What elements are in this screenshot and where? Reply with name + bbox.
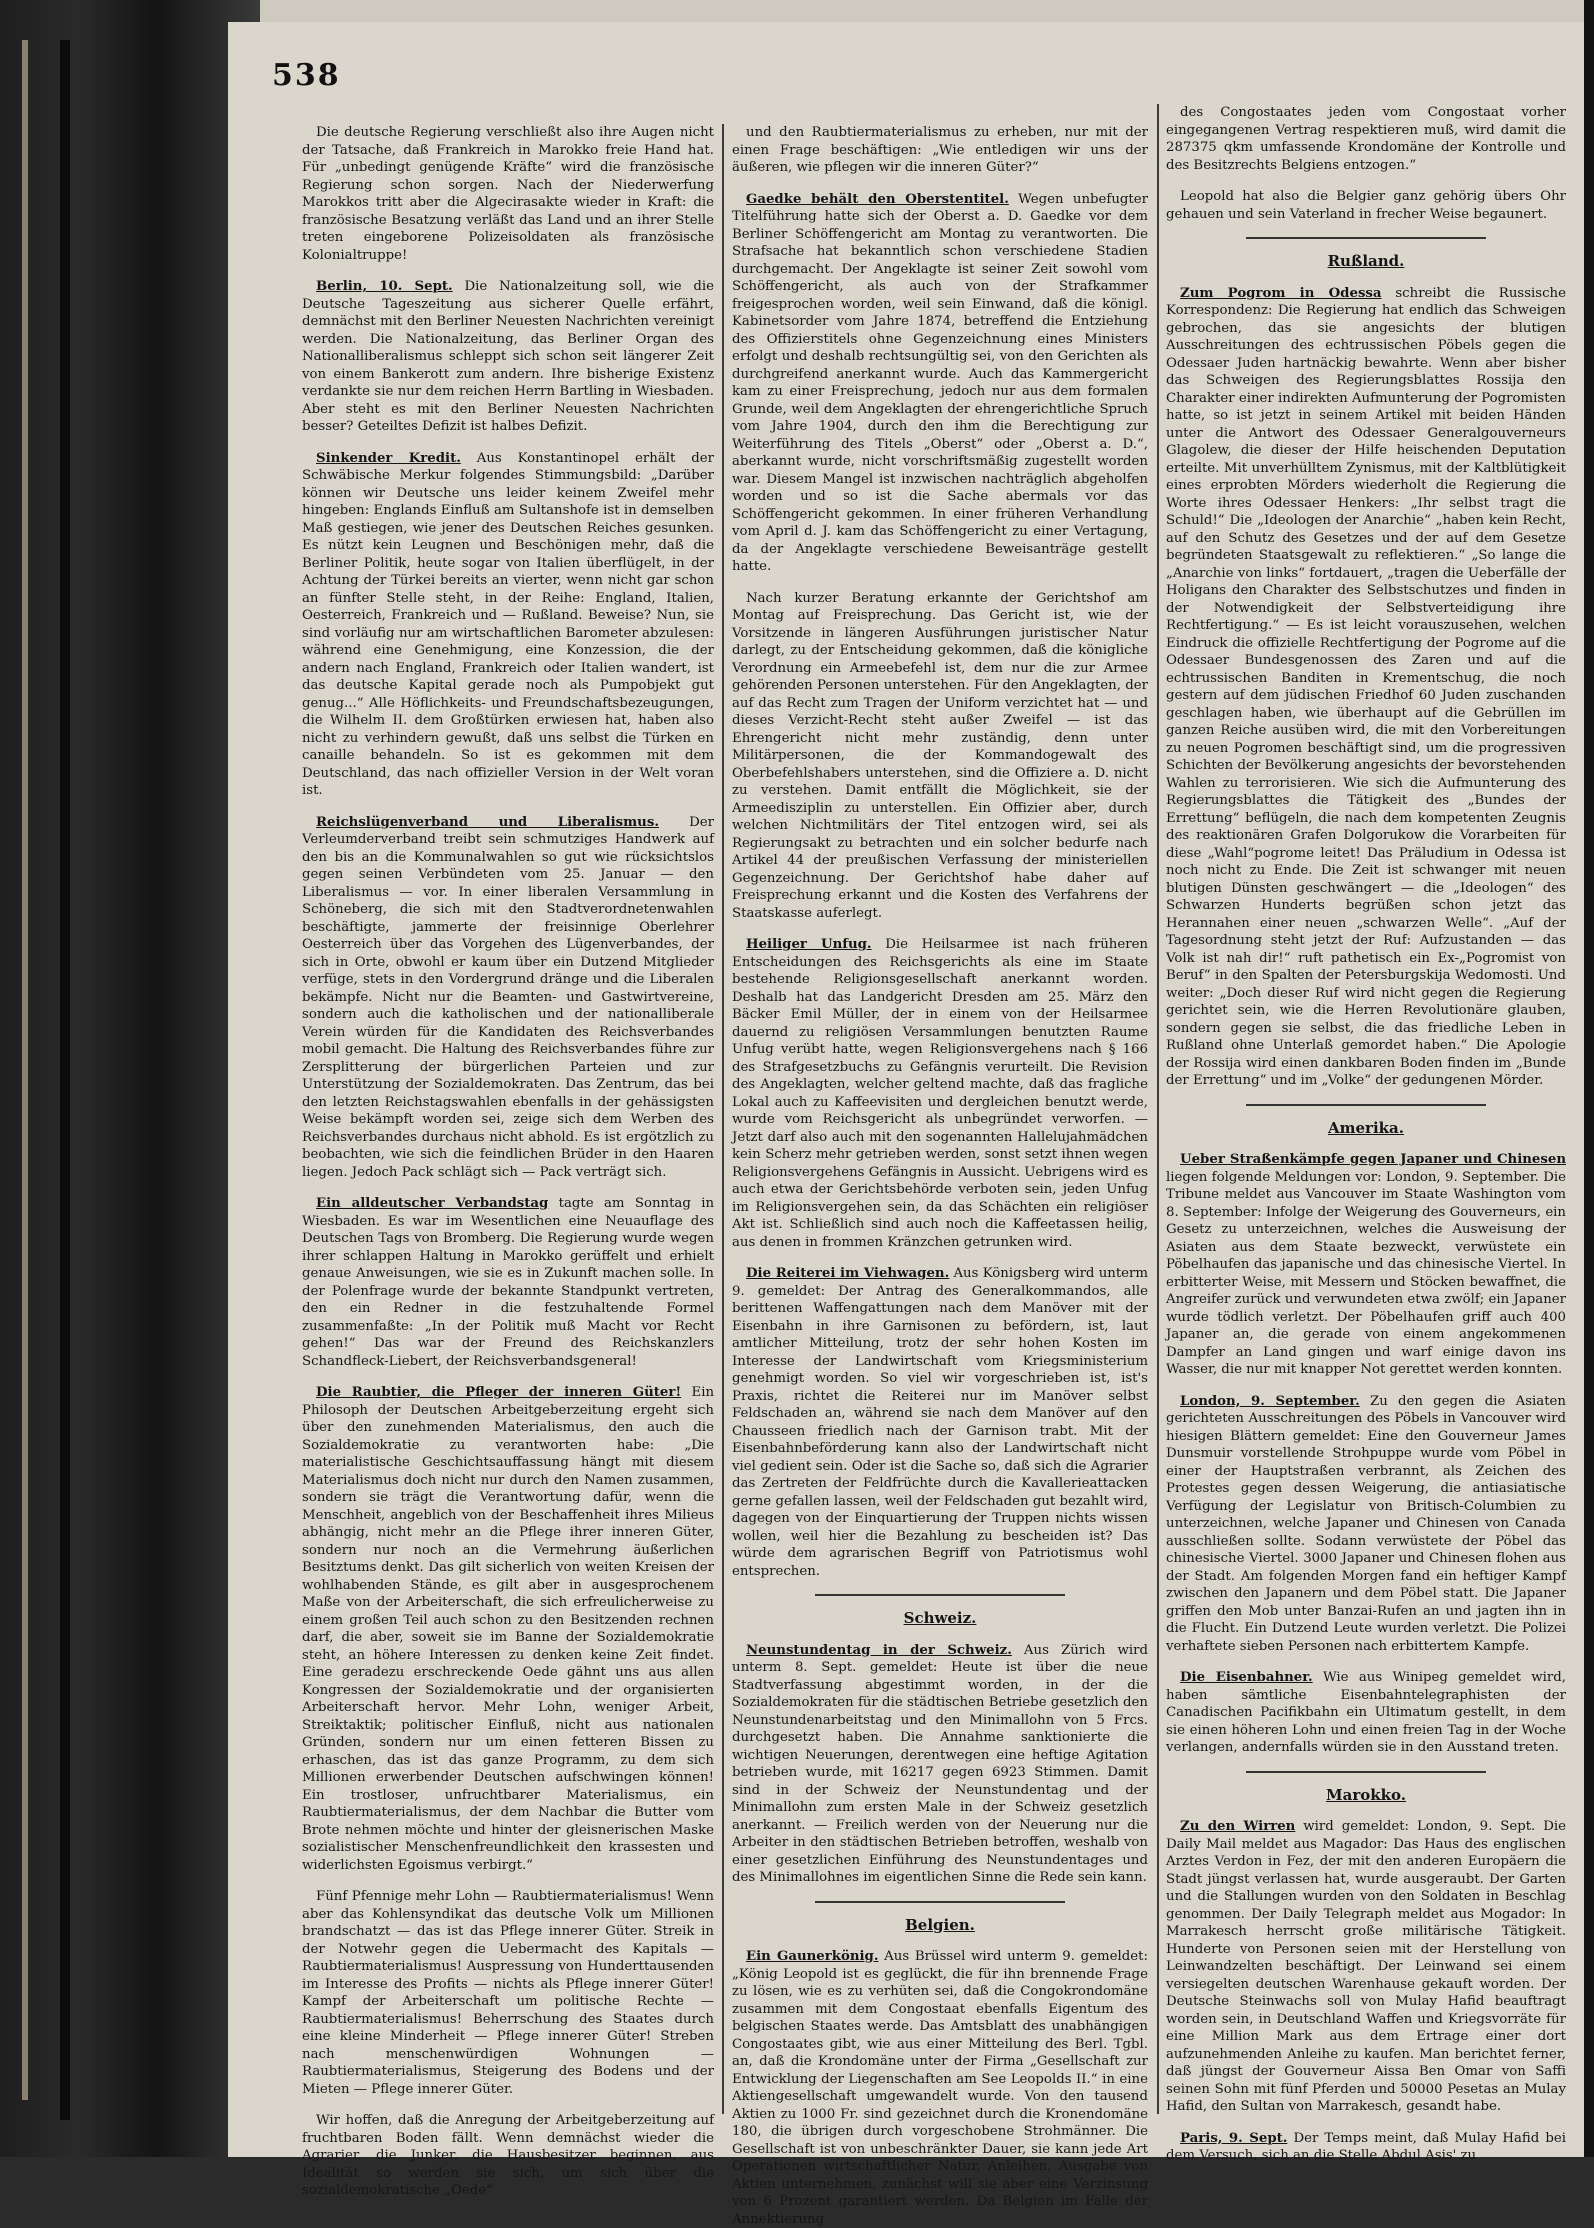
article-text: des Congostaates jeden vom Congostaat vorher eingegangenen Vertrag respektieren muß, wird damit die 287375 qkm umfassende Krondomäne der Kontrolle und des Besitzrechts Belgiens entzogen.“	[1166, 105, 1566, 173]
article-paragraph	[732, 1948, 1148, 2228]
article-paragraph	[732, 1642, 1148, 1887]
article-text: Der Temps meint, daß Mulay Hafid bei dem Versuch, sich an die Stelle Abdul Asis' zu	[1166, 2130, 1567, 2163]
article-paragraph	[302, 1888, 714, 2098]
column-rule	[1157, 104, 1159, 2114]
section-heading: Rußland.	[1327, 252, 1405, 270]
article-paragraph	[302, 450, 714, 800]
article-headline: Paris, 9. Sept.	[1180, 2130, 1288, 2146]
article-paragraph	[302, 1384, 714, 1874]
binding-edge	[60, 40, 70, 2120]
article-text: Aus Konstantinopel erhält der Schwäbische Merkur folgendes Stimmungsbild: „Darüber können wir Deutsche uns leider keinem Zweifel mehr hingeben: Englands Einfluß am Sultanshofe ist in demselben Maß gestiegen, wie jener des Deutschen Reiches gesunken. Es nützt kein Leugnen und Beschönigen mehr, daß die Berliner Politik, heute sogar von Italien überflügelt, in der Achtung der Türkei bereits an vierter, wenn nicht gar schon an fünfter Stelle steht, in der Reihe: England, Italien, Oesterreich, Frankreich und — Rußland. Beweise? Nun, sie sind vorläufig nur am wirtschaftlichen Barometer abzulesen: während eine Genehmigung, eine Konzession, die der andern nach England, Frankreich oder Italien wandert, ist das deutsche Kapital gerade noch als Pumpobjekt gut genug...“ Alle Höflichkeits- und Freundschaftsbezeugungen, die Wilhelm II. dem Großtürken erwiesen hat, haben also nicht zu verhindern gewußt, daß uns selbst die Türken en canaille behandeln. So ist es gekommen mit dem Deutschland, das nach offizieller Version in der Welt voran ist.	[302, 450, 714, 798]
article-text: Aus Brüssel wird unterm 9. gemeldet: „König Leopold ist es geglückt, die für ihn brennende Frage zu lösen, wie es zu verhüten sei, daß die Congokrondomäne zusammen mit dem Congostaat ebenfalls Eigentum des belgischen Staates werde. Das Amtsblatt des unabhängigen Congostaates gibt, wie aus einer Mitteilung des Berl. Tgbl. an, daß die Krondomäne unter der Firma „Gesellschaft zur Entwicklung der Liegenschaften am See Leopolds II.“ in eine Aktiengesellschaft umgewandelt wurde. Von den tausend Aktien zu 1000 Fr. sind gezeichnet durch die Kronendomäne 180, die übrigen durch vorgeschobene Strohmänner. Die Gesellschaft ist von unbeschränkter Dauer, sie kann jede Art Operationen wirtschaftlicher Natur, Anleihen, Ausgabe von Aktien unternehmen, zunächst will sie aber eine Verzinsung von 6 Prozent garantiert werden. Da Belgien im Falle der Annektierung	[732, 1949, 1148, 2227]
article-text: Der Verleumderverband treibt sein schmutziges Handwerk auf den bis an die Kommunalwahlen so gut wie rücksichtslos gegen seinen Verbündeten vom 25. Januar — den Liberalismus — vor. In einer liberalen Versammlung in Schöneberg, die sich mit den Stadtverordnetenwahlen beschäftigte, jammerte der freisinnige Oberlehrer Oesterreich über das Vorgehen des Lügenverbandes, der sich in Orte, obwohl er kaum über ein Dutzend Mitglieder verfüge, stets in den Vordergrund dränge und die Liberalen bekämpfe. Nicht nur die Beamten- und Gastwirtvereine, sondern auch die katholischen und der nationalliberale Verein würden für die Kandidaten des Reichsverbandes mobil gemacht. Die Haltung des Reichsverbandes führe zur Zersplitterung der bürgerlichen Parteien und zur Unterstützung der Sozialdemokraten. Das Zentrum, das bei den letzten Reichstagswahlen ebenfalls in der gehässigsten Weise bekämpft worden sei, zeige sich dem Werben des Reichsverbandes durchaus nicht abhold. Es ist ergötzlich zu beobachten, wie sich die feindlichen Brüder in den Haaren liegen. Jedoch Pack schlägt sich — Pack verträgt sich.	[302, 814, 714, 1180]
article-text: Aus Zürich wird unterm 8. Sept. gemeldet: Heute ist über die neue Stadtverfassung abgestimmt worden, in der die Sozialdemokraten für die städtischen Betriebe gesetzlich den Neunstundenarbeitstag und den Minimallohn von 5 Frcs. durchgesetzt haben. Die Annahme sanktionierte die wichtigen Neuerungen, derentwegen eine heftige Agitation betrieben wurde, mit 16217 gegen 6923 Stimmen. Damit sind in der Schweiz der Neunstundentag und der Minimallohn zum ersten Male in der Schweiz gesetzlich anerkannt. — Freilich werden von der Neuerung nur die Arbeiter in den städtischen Betrieben betroffen, weshalb von einer gesetzlichen Einführung des Neunstundentages und des Minimallohnes im eigentlichen Sinne die Rede sein kann.	[732, 1642, 1148, 1885]
article-paragraph	[1166, 1393, 1566, 1656]
article-paragraph	[1166, 188, 1566, 223]
article-headline: Ein alldeutscher Verbandstag	[316, 1196, 549, 1211]
article-text: Die Nationalzeitung soll, wie die Deutsche Tageszeitung aus sicherer Quelle erfährt, demnächst mit den Berliner Neuesten Nachrichten vereinigt werden. Die Nationalzeitung, das Berliner Organ des Nationalliberalismus schleppt sich schon seit längerer Zeit von einem Bankerott zum andern. Ihre bisherige Existenz verdankte sie nur dem reichen Herrn Bartling in Wiesbaden. Aber steht es mit den Berliner Neuesten Nachrichten besser? Geteiltes Defizit ist halbes Defizit.	[302, 279, 714, 434]
column-rule	[722, 124, 724, 2114]
article-headline: Zu den Wirren	[1180, 1819, 1296, 1834]
article-headline: Reichslügenverband und Liberalismus.	[316, 814, 659, 830]
article-text: Die Heilsarmee ist nach früheren Entscheidungen des Reichsgerichts als eine im Staate bestehende Religionsgesellschaft anerkannt worden. Deshalb hat das Landgericht Dresden am 25. März den Bäcker Emil Müller, der in einem von der Heilsarmee dauernd zu religiösen Versammlungen benutzten Raume Unfug verübt hatte, wegen Religionsvergehens nach § 166 des Strafgesetzbuchs zu Gefängnis verurteilt. Die Revision des Angeklagten, welcher geltend machte, daß das fragliche Lokal auch zu Kaffeevisiten und dergleichen benutzt werde, wurde vom Reichsgericht als unbegründet verworfen. — Jetzt darf also auch mit den sogenannten Hallelujahmädchen kein Scherz mehr getrieben werden, sonst setzt ihnen wegen Religionsvergehens Gefängnis in Aussicht. Uebrigens wird es auch etwa der Gerichtsbehörde verboten sein, jeden Unfug im Religionsvergehen sein, da das Schächten ein religiöser Akt ist. Schließlich sind auch noch die Kaffeetassen heilig, aus denen in frommen Kränzchen getrunken wird.	[732, 937, 1149, 1250]
article-paragraph	[302, 2112, 714, 2200]
article-paragraph	[1166, 104, 1566, 174]
section-divider	[815, 1594, 1065, 1596]
article-paragraph	[302, 1195, 714, 1370]
article-paragraph	[732, 124, 1148, 177]
section-divider	[815, 1901, 1065, 1903]
article-text: wird gemeldet: London, 9. Sept. Die Daily Mail meldet aus Magador: Das Haus des englischen Arztes Verdon in Fez, der mit den anderen Europäern die Stadt jüngst verlassen hat, wurde ausgeraubt. Der Garten und die Stallungen wurden von den Soldaten in Beschlag genommen. Der Daily Telegraph meldet aus Mogador: In Marrakesch herrscht große militärische Tätigkeit. Hunderte von Personen seien mit der Herstellung von Leinwandzelten beschäftigt. Der Leinwand sei einem versiegelten deutschen Warenhause gekauft worden. Der Deutsche Steinwachs soll von Mulay Hafid beauftragt worden sein, in Deutschland Waffen und Kriegsvorräte für eine Million Mark aus dem Ertrage einer dort aufzunehmenden Anleihe zu kaufen. Man berichtet ferner, daß jüngst der Gouverneur Aissa Ben Omar von Saffi seinen Sohn mit fünf Pferden und 50000 Pesetas an Mulay Hafid, den Sultan von Marrakesch, gesandt habe.	[1166, 1819, 1566, 2114]
article-paragraph	[302, 278, 714, 436]
article-text: Wegen unbefugter Titelführung hatte sich der Oberst a. D. Gaedke vor dem Berliner Schöffengericht am Montag zu verantworten. Die Strafsache hat bekanntlich schon verschiedene Stadien durchgemacht. Der Angeklagte ist seiner Zeit sowohl vom Schöffengericht, als auch von der Strafkammer freigesprochen worden, weil sein Einwand, daß die königl. Kabinetsorder vom Jahre 1874, betreffend die Entziehung des Offizierstitels ohne Gegenzeichnung eines Ministers erfolgt und deshalb rechtsungültig sei, von den Gerichten als durchgreifend anerkannt wurde. Auch das Kammergericht kam zu einer Freisprechung, jedoch nur aus dem formalen Grunde, weil dem Angeklagten der ehrengerichtliche Spruch vom Jahre 1904, durch den ihm die Berechtigung zur Weiterführung des Titels „Oberst“ oder „Oberst a. D.“, aberkannt wurde, nicht vorschriftsmäßig zugestellt worden war. Diesem Mangel ist inzwischen nachträglich abgeholfen worden und so ist die Sache abermals vor das Schöffengericht gekommen. In einer früheren Verhandlung vom April d. J. kam das Schöffengericht zu einer Vertagung, da der Angeklagte verschiedene Beweisanträge gestellt hatte.	[732, 191, 1148, 574]
article-headline: Ein Gaunerkönig.	[746, 1949, 879, 1964]
article-headline: Die Reiterei im Viehwagen.	[746, 1266, 950, 1281]
article-text: tagte am Sonntag in Wiesbaden. Es war im Wesentlichen eine Neuauflage des Deutschen Tags von Bromberg. Die Regierung wurde wegen ihrer schlappen Haltung in Marokko gerüffelt und erhielt genaue Anweisungen, wie sie es in Zukunft machen solle. In der Polenfrage wurde der bekannte Standpunkt vertreten, den ein Redner in die festzuhaltende Formel zusammenfaßte: „In der Politik muß Macht vor Recht gehen!“ Das war der Freund des Reichskanzlers Schandfleck-Liebert, der Reichsverbandsgeneral!	[302, 1196, 715, 1369]
spine-mark	[22, 40, 28, 2100]
article-paragraph	[1166, 2130, 1566, 2165]
section-heading: Schweiz.	[903, 1609, 977, 1627]
article-text: Leopold hat also die Belgier ganz gehörig übers Ohr gehauen und sein Vaterland in frecher Weise begaunert.	[1166, 189, 1566, 222]
article-text: schreibt die Russische Korrespondenz: Die Regierung hat endlich das Schweigen gebrochen, das sie angesichts der blutigen Ausschreitungen des echtrussischen Pöbels gegen die Odessaer Juden hartnäckig bewahrte. Wenn aber bisher das Schweigen des Regierungsblattes Rossija den Charakter einer indirekten Aufmunterung der Pogromisten hatte, so ist jetzt in seinem Artikel mit beiden Händen unter die Antwort des Odessaer Generalgouverneurs Glagolew, die dieser der Hilfe heischenden Deputation erteilte. Mit unverhülltem Zynismus, mit der Kaltblütigkeit eines erprobten Mörders wiederholt die Regierung die Worte ihres Odessaer Henkers: „Ihr selbst tragt die Schuld!“ Die „Ideologen der Anarchie“ „haben kein Recht, auf den Schutz des Gesetzes und der auf dem Gesetze begründeten Staatsgewalt zu reflektieren.“ „So lange die „Anarchie von links“ fortdauert, „tragen die Ueberfälle der Holigans den Charakter des Selbstschutzes und finden in der Notwendigkeit der Selbstverteidigung ihre Rechtfertigung.“ — Es ist leicht vorauszusehen, welchen Eindruck die offizielle Rechtfertigung der Pogrome auf die Odessaer Bundesgenossen des Zaren und auf die echtrussischen Banditen in Krementschug, die noch gestern auf dem jüdischen Friedhof 60 Juden zuschanden geschlagen haben, wie überhaupt auf die Gebrüllen im ganzen Reiche ausüben wird, die mit den Vorbereitungen zu neuen Pogromen beschäftigt sind, um die progressiven Schichten der Bevölkerung angesichts der bevorstehenden Wahlen zu terrorisieren. Wie sich die Aufmunterung des Regierungsblattes die Tätigkeit des „Bundes der Errettung“ beflügeln, die nach dem kompetenten Zeugnis des reaktionären Grafen Dolgorukow die Vorarbeiten für diese „Wahl“pogrome leitet! Das Präludium in Odessa ist noch nicht zu Ende. Die Zeit ist schwanger mit neuen blutigen Dünsten geschwängert — die „Ideologen“ des Schwarzen Hunderts begrüßen schon jetzt das Herannahen einer neuen „schwarzen Welle“. „Auf der Tagesordnung steht jetzt der Ruf: Aufzustanden — das Volk ist nah dir!“ ruft pathetisch ein Ex-„Pogromist von Beruf“ in den Spalten der Petersburgskija Wedomosti. Und weiter: „Doch dieser Ruf wird nicht gegen die Regierung gerichtet sein, wie die Herren Revolutionäre glauben, sondern gegen sie selbst, die das friedliche Leben in Rußland ohne Unterlaß gemordet haben.“ Die Apologie der Rossija wird einen dankbaren Boden finden im „Bunde der Errettung“ und im „Volke“ der gedungenen Mörder.	[1166, 285, 1566, 1088]
article-headline: Die Eisenbahner.	[1180, 1670, 1313, 1685]
column-3	[1166, 104, 1567, 2163]
article-headline: Berlin, 10. Sept.	[316, 279, 453, 294]
section-heading: Amerika.	[1328, 1118, 1404, 1137]
article-paragraph	[1166, 1818, 1566, 2116]
section-divider	[1246, 1104, 1486, 1106]
section-heading: Marokko.	[1326, 1785, 1406, 1804]
article-paragraph	[732, 1265, 1148, 1580]
column-1	[302, 124, 715, 2198]
section-divider	[1246, 1771, 1486, 1773]
article-headline: Sinkender Kredit.	[316, 450, 461, 466]
article-headline: Gaedke behält den Oberstentitel.	[746, 191, 1009, 207]
article-text: Die deutsche Regierung verschließt also ihre Augen nicht der Tatsache, daß Frankreich in Marokko freie Hand hat. Für „unbedingt genügende Kräfte“ wird die französische Regierung schon sorgen. Nach der Niederwerfung Marokkos tritt aber die Algecirasakte wieder in Kraft: die französische Besatzung verläßt das Land und an ihrer Stelle treten eingeborene Polizeisoldaten als französische Kolonialtruppe!	[302, 125, 714, 263]
page-number: 538	[272, 58, 341, 93]
article-text: Wie aus Winipeg gemeldet wird, haben sämtliche Eisenbahntelegraphisten der Canadischen Pacifikbahn ein Ultimatum gestellt, in dem sie einen höheren Lohn und einen freien Tag in der Woche verlangen, andernfalls würden sie in den Ausstand treten.	[1166, 1670, 1566, 1755]
right-edge	[1584, 0, 1594, 2157]
article-text: Wir hoffen, daß die Anregung der Arbeitgeberzeitung auf fruchtbaren Boden fällt. Wenn demnächst wieder die Agrarier, die Junker, die Hausbesitzer beginnen, aus Idealität so werden sie sich, um sich über die sozialdemokratische „Oede“	[302, 2113, 714, 2198]
article-paragraph	[732, 936, 1148, 1251]
article-paragraph	[302, 124, 714, 264]
article-headline: Zum Pogrom in Odessa	[1180, 285, 1382, 301]
article-paragraph	[302, 814, 714, 1182]
article-headline: London, 9. September.	[1180, 1393, 1360, 1409]
section-heading: Belgien.	[905, 1915, 975, 1934]
article-text: Ein Philosoph der Deutschen Arbeitgeberzeitung ergeht sich über den zunehmenden Materialismus, den auch die Sozialdemokratie zu verantworten habe: „Die materialistische Geschichtsauffassung hängt mit diesem Materialismus doch nicht nur durch den Namen zusammen, sondern sie trägt die Verantwortung dafür, wenn die Menschheit, angeblich von der Beschaffenheit ihres Milieus abhängig, nicht mehr an die Pflege ihrer inneren Güter, sondern nur noch an die Vermehrung äußerlichen Besitztums denkt. Das gilt sicherlich von weiten Kreisen der wohlhabenden Stände, es gilt aber in ausgesprochenem Maße von der Arbeiterschaft, die sich erfreulicherweise zu einem großen Teil auch schon zu den Besitzenden rechnen darf, die aber, soweit sie im Banne der Sozialdemokratie steht, an höhere Interessen zu denken keine Zeit findet. Eine geradezu erschreckende Oede gähnt uns aus allen Kongressen der Sozialdemokratie und der organisierten Arbeiterschaft hervor. Mehr Lohn, weniger Arbeit, Streiktaktik; politischer Einfluß, nicht aus nationalen Gründen, sondern nur um einen fetteren Bissen zu erhaschen, das ist das ganze Programm, zu dem sich Millionen erwerbender Deutschen aufschwingen können! Ein trostloser, unfruchtbarer Materialismus, ein Raubtiermaterialismus, der dem Nachbar die Butter vom Brote nehmen möchte und hinter der gleisnerischen Maske sozialistischer Menschenfreundlichkeit den krassesten und widerlichsten Egoismus verbirgt.“	[302, 1385, 715, 1873]
article-headline: Ueber Straßenkämpfe gegen Japaner und Chinesen	[1180, 1152, 1566, 1167]
article-headline: Neunstundentag in der Schweiz.	[746, 1642, 1012, 1658]
book-binding	[0, 0, 260, 2157]
article-text: liegen folgende Meldungen vor: London, 9. September. Die Tribune meldet aus Vancouver im Staate Washington vom 8. September: Infolge der Weigerung des Gouverneurs, ein Gesetz zu unterzeichnen, welches die Ausweisung der Asiaten aus dem Staate bezweckt, verwüstete ein Pöbelhaufen das japanische und das chinesische Viertel. In erbitterter Weise, mit Messern und Stöcken bewaffnet, die Angreifer zurück und verwundeten etwa zwölf; ein Japaner wurde tödlich verletzt. Der Pöbelhaufen griff auch 400 Japaner an, die gerade von einem angekommenen Dampfer an Land gingen und warf einige davon ins Wasser, die nur mit knapper Not gerettet werden konnten.	[1166, 1169, 1566, 1377]
article-paragraph	[732, 191, 1148, 576]
article-paragraph	[1166, 285, 1566, 1090]
article-text: und den Raubtiermaterialismus zu erheben, nur mit der einen Frage beschäftigen: „Wie entledigen wir uns der äußeren, wie pflegen wir die inneren Güter?“	[732, 125, 1148, 175]
article-paragraph	[732, 590, 1148, 923]
article-text: Fünf Pfennige mehr Lohn — Raubtiermaterialismus! Wenn aber das Kohlensyndikat das deutsche Volk um Millionen brandschatzt — das ist das Pflege innerer Güter. Streik in der Notwehr gegen die Uebermacht des Kapitals — Raubtiermaterialismus! Auspressung von Hunderttausenden im Interesse des Profits — nichts als Pflege innerer Güter! Kampf der Arbeiterschaft um politische Rechte — Raubtiermaterialismus! Beherrschung des Staates durch eine kleine Minderheit — Pflege innerer Güter! Streben nach menschenwürdigen Wohnungen — Raubtiermaterialismus, Steigerung des Bodens und der Mieten — Pflege innerer Güter.	[302, 1889, 714, 2097]
article-text: Zu den gegen die Asiaten gerichteten Ausschreitungen des Pöbels in Vancouver wird hiesigen Blättern gemeldet: Eine den Gouverneur James Dunsmuir vorstellende Strohpuppe wurde vom Pöbel in einer der Hauptstraßen verbrannt, als Zeichen des Protestes gegen dessen Weigerung, die antiasiatische Verfügung der Legislatur von Britisch-Columbien zu unterzeichnen, welche Japaner und Chinesen von Canada ausschließen sollte. Sodann verwüstete der Pöbel das chinesische Viertel. 3000 Japaner und Chinesen flohen aus der Stadt. Am folgenden Morgen fand ein heftiger Kampf zwischen den Japanern und dem Pöbel statt. Die Japaner griffen den Mob unter Banzai-Rufen an und jagten ihn in die Flucht. Ein Dutzend Leute wurden verletzt. Die Polizei verhaftete sieben Personen nach erbittertem Kampfe.	[1166, 1393, 1566, 1654]
article-headline: Heiliger Unfug.	[746, 937, 872, 952]
article-text: Aus Königsberg wird unterm 9. gemeldet: Der Antrag des Generalkommandos, alle berittenen Waffengattungen nach dem Manöver mit der Eisenbahn in ihre Garnisonen zu befördern, ist, laut amtlicher Mitteilung, trotz der sehr hohen Kosten im Interesse der Landwirtschaft vom Kriegsministerium genehmigt worden. So viel wir vorgeschrieben ist, ist's Praxis, richtet die Reiterei nur im Manöver selbst Feldschaden an, während sie nach dem Manöver auf den Chausseen friedlich nach der Garnison trabt. Mit der Eisenbahnbeförderung kann also der Landwirtschaft nicht viel gedient sein. Oder ist die Sache so, daß sich die Agrarier das Zertreten der Feldfrüchte durch die Kavallerieattacken gerne gefallen lassen, weil der Feldschaden gut bezahlt wird, dagegen von der Einquartierung der Truppen nichts wissen wollen, weil hier die Bezahlung zu bescheiden ist? Das würde dem agrarischen Begriff von Patriotismus wohl entsprechen.	[732, 1266, 1149, 1579]
section-divider	[1246, 237, 1486, 239]
article-headline: Die Raubtier, die Pfleger der inneren Güter!	[316, 1385, 682, 1400]
column-2	[732, 124, 1149, 2227]
article-paragraph	[1166, 1151, 1566, 1379]
article-text: Nach kurzer Beratung erkannte der Gerichtshof am Montag auf Freisprechung. Das Gericht ist, wie der Vorsitzende in längeren Ausführungen juristischer Natur darlegt, zu der Entscheidung gekommen, daß die königliche Verordnung ein Armeebefehl ist, dem nur die zur Armee gehörenden Personen unterstehen. Für den Angeklagten, der auf das Recht zum Tragen der Uniform verzichtet hat — und dieses Verzicht-Recht steht außer Zweifel — ist das Ehrengericht nicht mehr zuständig, denn unter Militärpersonen, die der Kommandogewalt des Oberbefehlshabers unterstehen, sind die Offiziere a. D. nicht zu verstehen. Damit entfällt die Möglichkeit, sie der Armeedisziplin zu unterstellen. Ein Offizier aber, durch welchen Nichtmilitärs der Titel entzogen wird, sei als Regierungsakt zu betrachten und ein solcher bedurfe nach Artikel 44 der preußischen Verfassung der ministeriellen Gegenzeichnung. Der Gerichtshof habe daher auf Freisprechung erkannt und die Kosten des Verfahrens der Staatskasse auferlegt.	[732, 590, 1148, 921]
article-paragraph	[1166, 1669, 1566, 1757]
